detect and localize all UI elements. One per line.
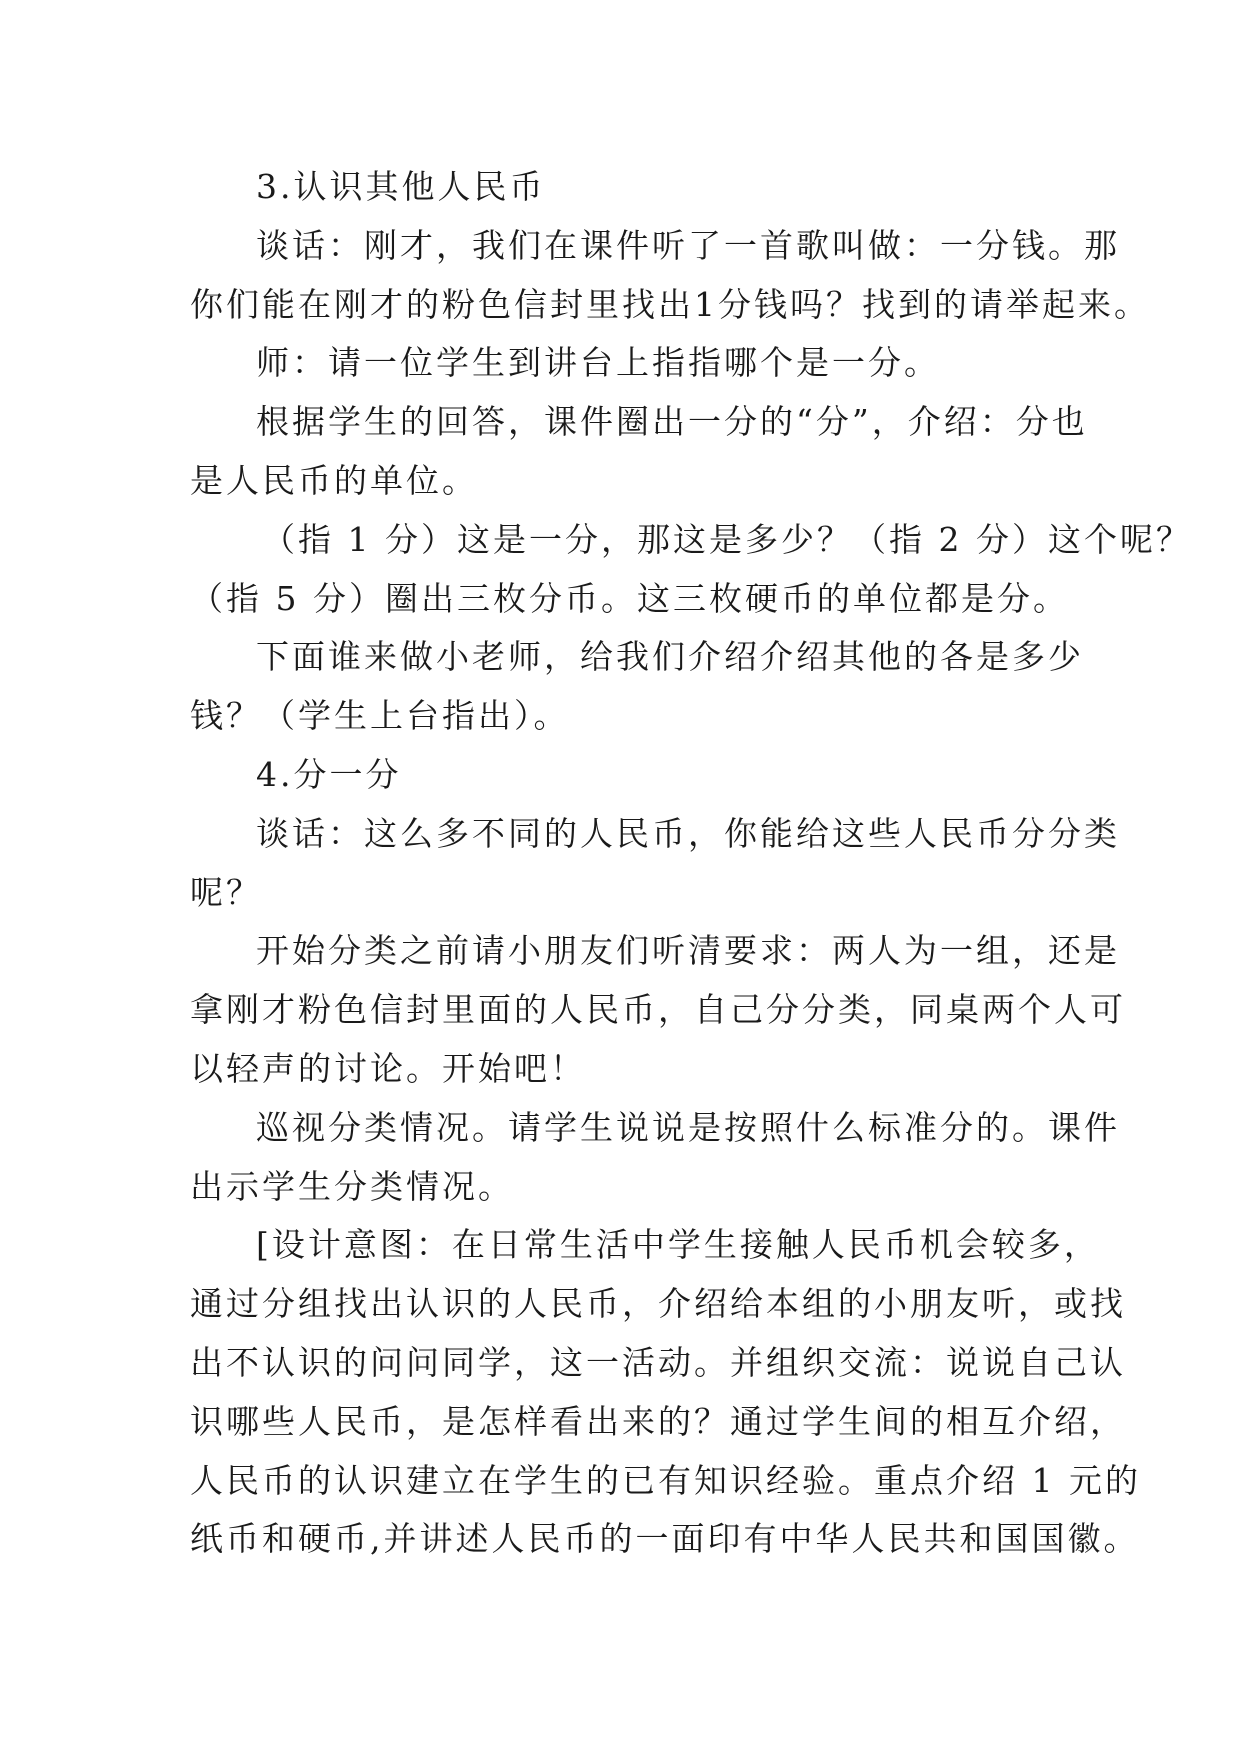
text-line: 师：请一位学生到讲台上指指哪个是一分。: [256, 343, 940, 383]
text-line: 开始分类之前请小朋友们听清要求：两人为一组，还是: [256, 931, 1120, 971]
text-line: 谈话：这么多不同的人民币，你能给这些人民币分分类: [256, 813, 1120, 853]
text-line: 根据学生的回答，课件圈出一分的“分”，介绍：分也: [256, 402, 1088, 442]
design-intent-line: 纸币和硬币,并讲述人民币的一面印有中华人民共和国国徽。: [190, 1519, 1140, 1559]
text-line: 下面谁来做小老师，给我们介绍介绍其他的各是多少: [256, 637, 1084, 677]
text-line: 是人民币的单位。: [190, 460, 478, 500]
text-line: 谈话：刚才，我们在课件听了一首歌叫做：一分钱。那: [256, 225, 1120, 265]
text-line: （指 1 分）这是一分，那这是多少？（指 2 分）这个呢？: [262, 519, 1192, 559]
design-intent-line: [设计意图：在日常生活中学生接触人民币机会较多，: [256, 1225, 1100, 1265]
design-intent-line: 出不认识的问问同学，这一活动。并组织交流：说说自己认: [190, 1342, 1126, 1382]
text-line: 呢？: [190, 872, 262, 912]
text-line: 你们能在刚才的粉色信封里找出1分钱吗？找到的请举起来。: [190, 284, 1150, 324]
design-intent-line: 通过分组找出认识的人民币，介绍给本组的小朋友听，或找: [190, 1284, 1126, 1324]
text-line: 出示学生分类情况。: [190, 1166, 514, 1206]
section-heading-3: 3.认识其他人民币: [256, 167, 546, 206]
design-intent-line: 人民币的认识建立在学生的已有知识经验。重点介绍 1 元的: [190, 1460, 1141, 1500]
design-intent-line: 识哪些人民币，是怎样看出来的？通过学生间的相互介绍，: [190, 1401, 1126, 1441]
section-heading-4: 4.分一分: [256, 754, 402, 794]
text-line: 拿刚才粉色信封里面的人民币，自己分分类，同桌两个人可: [190, 990, 1126, 1030]
document-body: [190, 158, 1192, 1569]
text-line: 以轻声的讨论。开始吧！: [190, 1048, 586, 1088]
text-line: （指 5 分）圈出三枚分币。这三枚硬币的单位都是分。: [190, 578, 1069, 618]
text-line: 巡视分类情况。请学生说说是按照什么标准分的。课件: [256, 1107, 1120, 1147]
text-line: 钱？（学生上台指出）。: [190, 696, 570, 736]
